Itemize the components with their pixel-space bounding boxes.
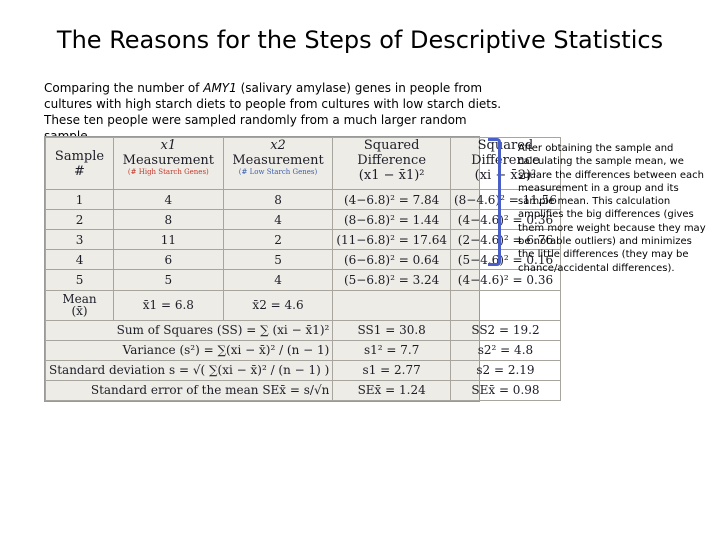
cell-sqdiff1: (4−6.8)² = 7.84 [333,190,451,210]
variance-2: s2² = 4.8 [450,340,560,360]
standard-error-1: SEx̄ = 1.24 [333,380,451,400]
cell-sqdiff1: (5−6.8)² = 3.24 [333,270,451,290]
cell-x2: 8 [223,190,333,210]
header-x2 [223,138,333,190]
cell-sqdiff1: (6−6.8)² = 0.64 [333,250,451,270]
standard-error-2: SEx̄ = 0.98 [450,380,560,400]
cell-x2: 4 [223,270,333,290]
table-row [46,230,561,250]
cell-x2: 2 [223,230,333,250]
cell-sample: 2 [46,210,114,230]
variance-label: Variance (s²) = ∑(xi − x̄)² / (n − 1) [46,340,333,360]
mean-symbol: (x̄) [71,304,88,319]
cell-x1: 4 [114,190,224,210]
sum-of-squares-2: SS2 = 19.2 [450,320,560,340]
intro-text [44,80,504,144]
mean-x1: x̄1 = 6.8 [114,290,224,320]
cell-sqdiff2: (4−4.6)² = 0.36 [450,270,560,290]
cell-x1: 6 [114,250,224,270]
cell-x1: 11 [114,230,224,250]
header-sample [46,138,114,190]
cell-sqdiff2: (4−4.6)² = 0.36 [450,210,560,230]
header-sq1-label: Squared Difference [357,138,427,168]
standard-deviation-2: s2 = 2.19 [450,360,560,380]
standard-deviation-row [46,360,561,380]
cell-sqdiff2: (2−4.6)² = 6.76 [450,230,560,250]
mean-empty-2 [450,290,560,320]
intro-before: Comparing the number of [44,81,204,95]
header-x2-symbol: x2 [270,138,286,153]
variance-row [46,340,561,360]
cell-sample: 4 [46,250,114,270]
cell-sqdiff2: (5−4.6)² = 0.16 [450,250,560,270]
header-sq1-formula: (x1 − x̄1)² [358,168,425,183]
intro-gene: AMY1 [203,81,237,95]
cell-sqdiff1: (11−6.8)² = 17.64 [333,230,451,250]
header-x1 [114,138,224,190]
bracket-shape [488,138,501,266]
header-x1-label: Measurement [122,153,214,168]
page-title: The Reasons for the Steps of Descriptive Statistics [56,26,664,54]
standard-deviation-1: s1 = 2.77 [333,360,451,380]
cell-sample: 5 [46,270,114,290]
sum-of-squares-row [46,320,561,340]
header-x2-sub: (# Low Starch Genes) [238,168,318,176]
mean-empty-1 [333,290,451,320]
cell-sqdiff1: (8−6.8)² = 1.44 [333,210,451,230]
header-sample-label: Sample [54,148,105,164]
mean-label-cell [46,290,114,320]
mean-row [46,290,561,320]
statistics-table [45,137,561,401]
table-row [46,190,561,210]
mean-label: Mean [62,292,97,307]
cell-x2: 4 [223,210,333,230]
header-sq1 [333,138,451,190]
table-row [46,250,561,270]
header-sample-hash: # [74,163,85,179]
table-header-row [46,138,561,190]
standard-error-row [46,380,561,400]
table-row [46,270,561,290]
cell-x1: 5 [114,270,224,290]
cell-sample: 3 [46,230,114,250]
header-x2-label: Measurement [232,153,324,168]
cell-x1: 8 [114,210,224,230]
statistics-table-image [44,136,557,402]
intro-after: (salivary amylase) genes in people from cultures with high starch diets to people from cultures with low starch diets. These ten people were sampled randomly from a much larger random [44,81,502,127]
side-note: After obtaining the sample and calculating the sample mean, we square the differences between each measurement in a group and its sample mean. This calculation amplifies the big differences (gives them more weight because they may be notable outliers) and minimizes the little differences (they may be chance/accidental differences). [518,143,706,274]
mean-x2: x̄2 = 4.6 [223,290,333,320]
header-sq2-formula: (xi − x̄2)² [474,168,537,183]
header-sq2-label: Squared Difference [471,138,540,168]
cell-x2: 5 [223,250,333,270]
header-x1-symbol: x1 [160,138,177,153]
sum-of-squares-1: SS1 = 30.8 [333,320,451,340]
sum-of-squares-label: Sum of Squares (SS) = ∑ (xi − x̄1)² [46,320,333,340]
variance-1: s1² = 7.7 [333,340,451,360]
header-x1-sub: (# High Starch Genes) [127,168,209,176]
table-row [46,210,561,230]
standard-deviation-label: Standard deviation s = √( ∑(xi − x̄)² / (n − 1) ) [46,360,333,380]
standard-error-label: Standard error of the mean SEx̄ = s/√n [46,380,333,400]
cell-sample: 1 [46,190,114,210]
cell-sqdiff2: (8−4.6)² = 11.56 [450,190,560,210]
